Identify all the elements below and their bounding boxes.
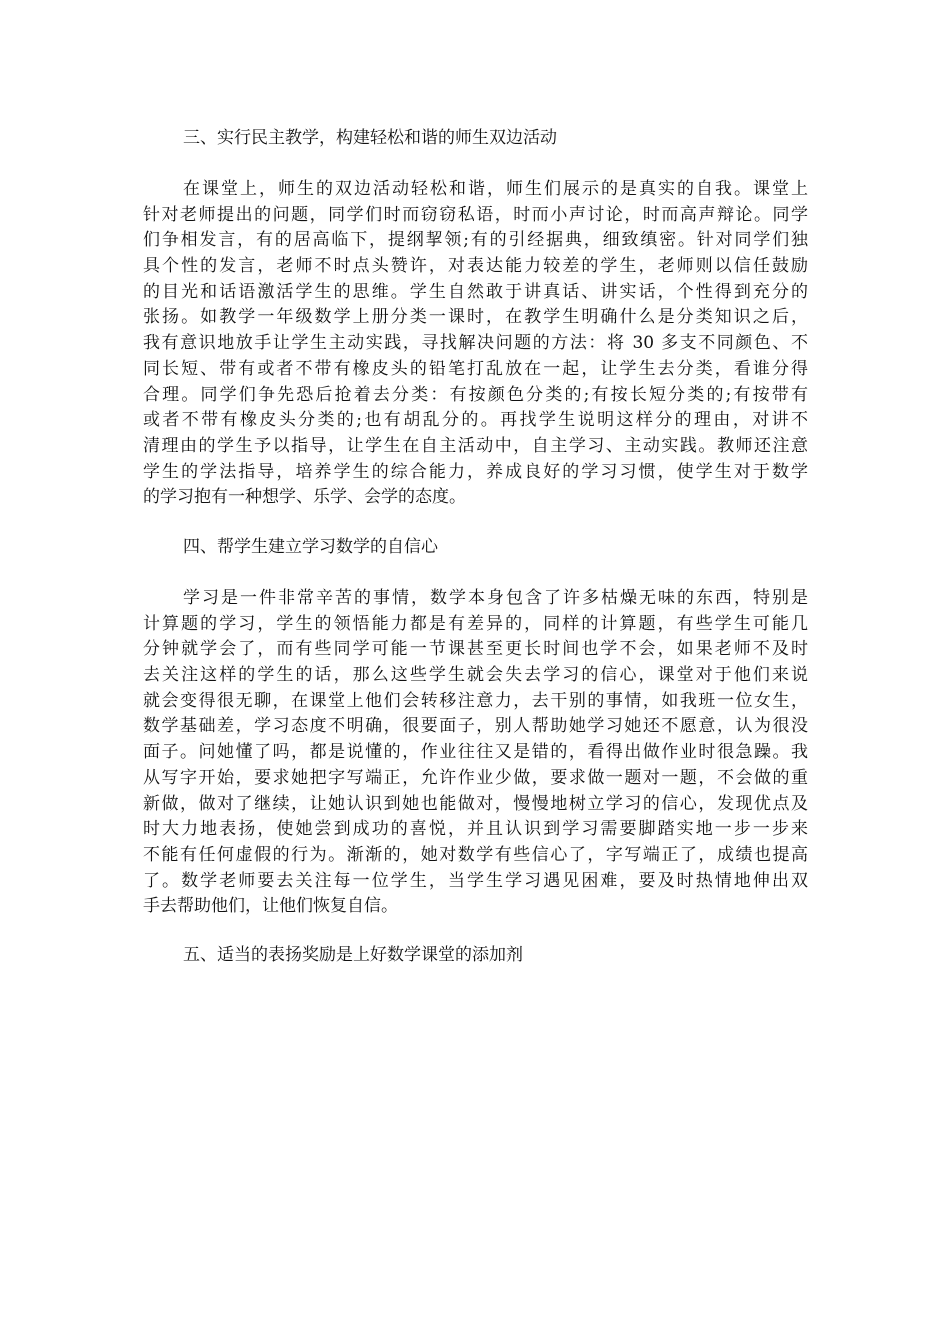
section-3-paragraph [143,177,808,511]
paragraph-line: 我有意识地放手让学生主动实践，寻找解决问题的方法：将 30 多支不同颜色、不 [143,333,808,354]
section-heading-3: 三、实行民主教学，构建轻松和谐的师生双边活动 [183,128,557,148]
paragraph-line: 在课堂上，师生的双边活动轻松和谐，师生们展示的是真实的自我。课堂上 [183,179,808,199]
paragraph-line: 新做，做对了继续，让她认识到她也能做对，慢慢地树立学习的信心，发现优点及 [143,793,808,814]
paragraph-line: 了。数学老师要去关注每一位学生，当学生学习遇见困难，要及时热情地伸出双 [143,870,808,891]
paragraph-line: 计算题的学习，学生的领悟能力都是有差异的，同样的计算题，有些学生可能几 [143,613,808,634]
paragraph-line: 手去帮助他们，让他们恢复自信。 [143,896,398,917]
paragraph-line: 们争相发言，有的居高临下，提纲挈领;有的引经据典，细致缜密。针对同学们独 [143,230,808,251]
paragraph-line: 不能有任何虚假的行为。渐渐的，她对数学有些信心了，字写端正了，成绩也提高 [143,844,808,865]
paragraph-line: 学生的学法指导，培养学生的综合能力，养成良好的学习习惯，使学生对于数学 [143,461,808,482]
paragraph-line: 从写字开始，要求她把字写端正，允许作业少做，要求做一题对一题，不会做的重 [143,767,808,788]
paragraph-line: 同长短、带有或者不带有橡皮头的铅笔打乱放在一起，让学生去分类，看谁分得 [143,358,808,379]
section-heading-4: 四、帮学生建立学习数学的自信心 [183,537,438,557]
section-heading-5: 五、适当的表扬奖励是上好数学课堂的添加剂 [183,945,523,965]
paragraph-line: 张扬。如教学一年级数学上册分类一课时，在教学生明确什么是分类知识之后， [143,307,808,328]
paragraph-line: 合理。同学们争先恐后抢着去分类：有按颜色分类的;有按长短分类的;有按带有 [143,384,808,405]
paragraph-line: 时大力地表扬，使她尝到成功的喜悦，并且认识到学习需要脚踏实地一步一步来 [143,819,808,840]
paragraph-line: 具个性的发言，老师不时点头赞许，对表达能力较差的学生，老师则以信任鼓励 [143,256,808,277]
section-4-paragraph [143,586,808,920]
paragraph-line: 分钟就学会了，而有些同学可能一节课甚至更长时间也学不会，如果老师不及时 [143,639,808,660]
paragraph-line: 或者不带有橡皮头分类的;也有胡乱分的。再找学生说明这样分的理由，对讲不 [143,410,808,431]
paragraph-line: 针对老师提出的问题，同学们时而窃窃私语，时而小声讨论，时而高声辩论。同学 [143,204,808,225]
paragraph-line: 面子。问她懂了吗，都是说懂的，作业往往又是错的，看得出做作业时很急躁。我 [143,742,808,763]
paragraph-line: 学习是一件非常辛苦的事情，数学本身包含了许多枯燥无味的东西，特别是 [183,588,808,608]
paragraph-line: 清理由的学生予以指导，让学生在自主活动中，自主学习、主动实践。教师还注意 [143,435,808,456]
paragraph-line: 的目光和话语激活学生的思维。学生自然敢于讲真话、讲实话，个性得到充分的 [143,281,808,302]
paragraph-line: 数学基础差，学习态度不明确，很要面子，别人帮助她学习她还不愿意，认为很没 [143,716,808,737]
paragraph-line: 的学习抱有一种想学、乐学、会学的态度。 [143,487,466,508]
paragraph-line: 就会变得很无聊，在课堂上他们会转移注意力，去干别的事情，如我班一位女生， [143,690,808,711]
paragraph-line: 去关注这样的学生的话，那么这些学生就会失去学习的信心，课堂对于他们来说 [143,665,808,686]
